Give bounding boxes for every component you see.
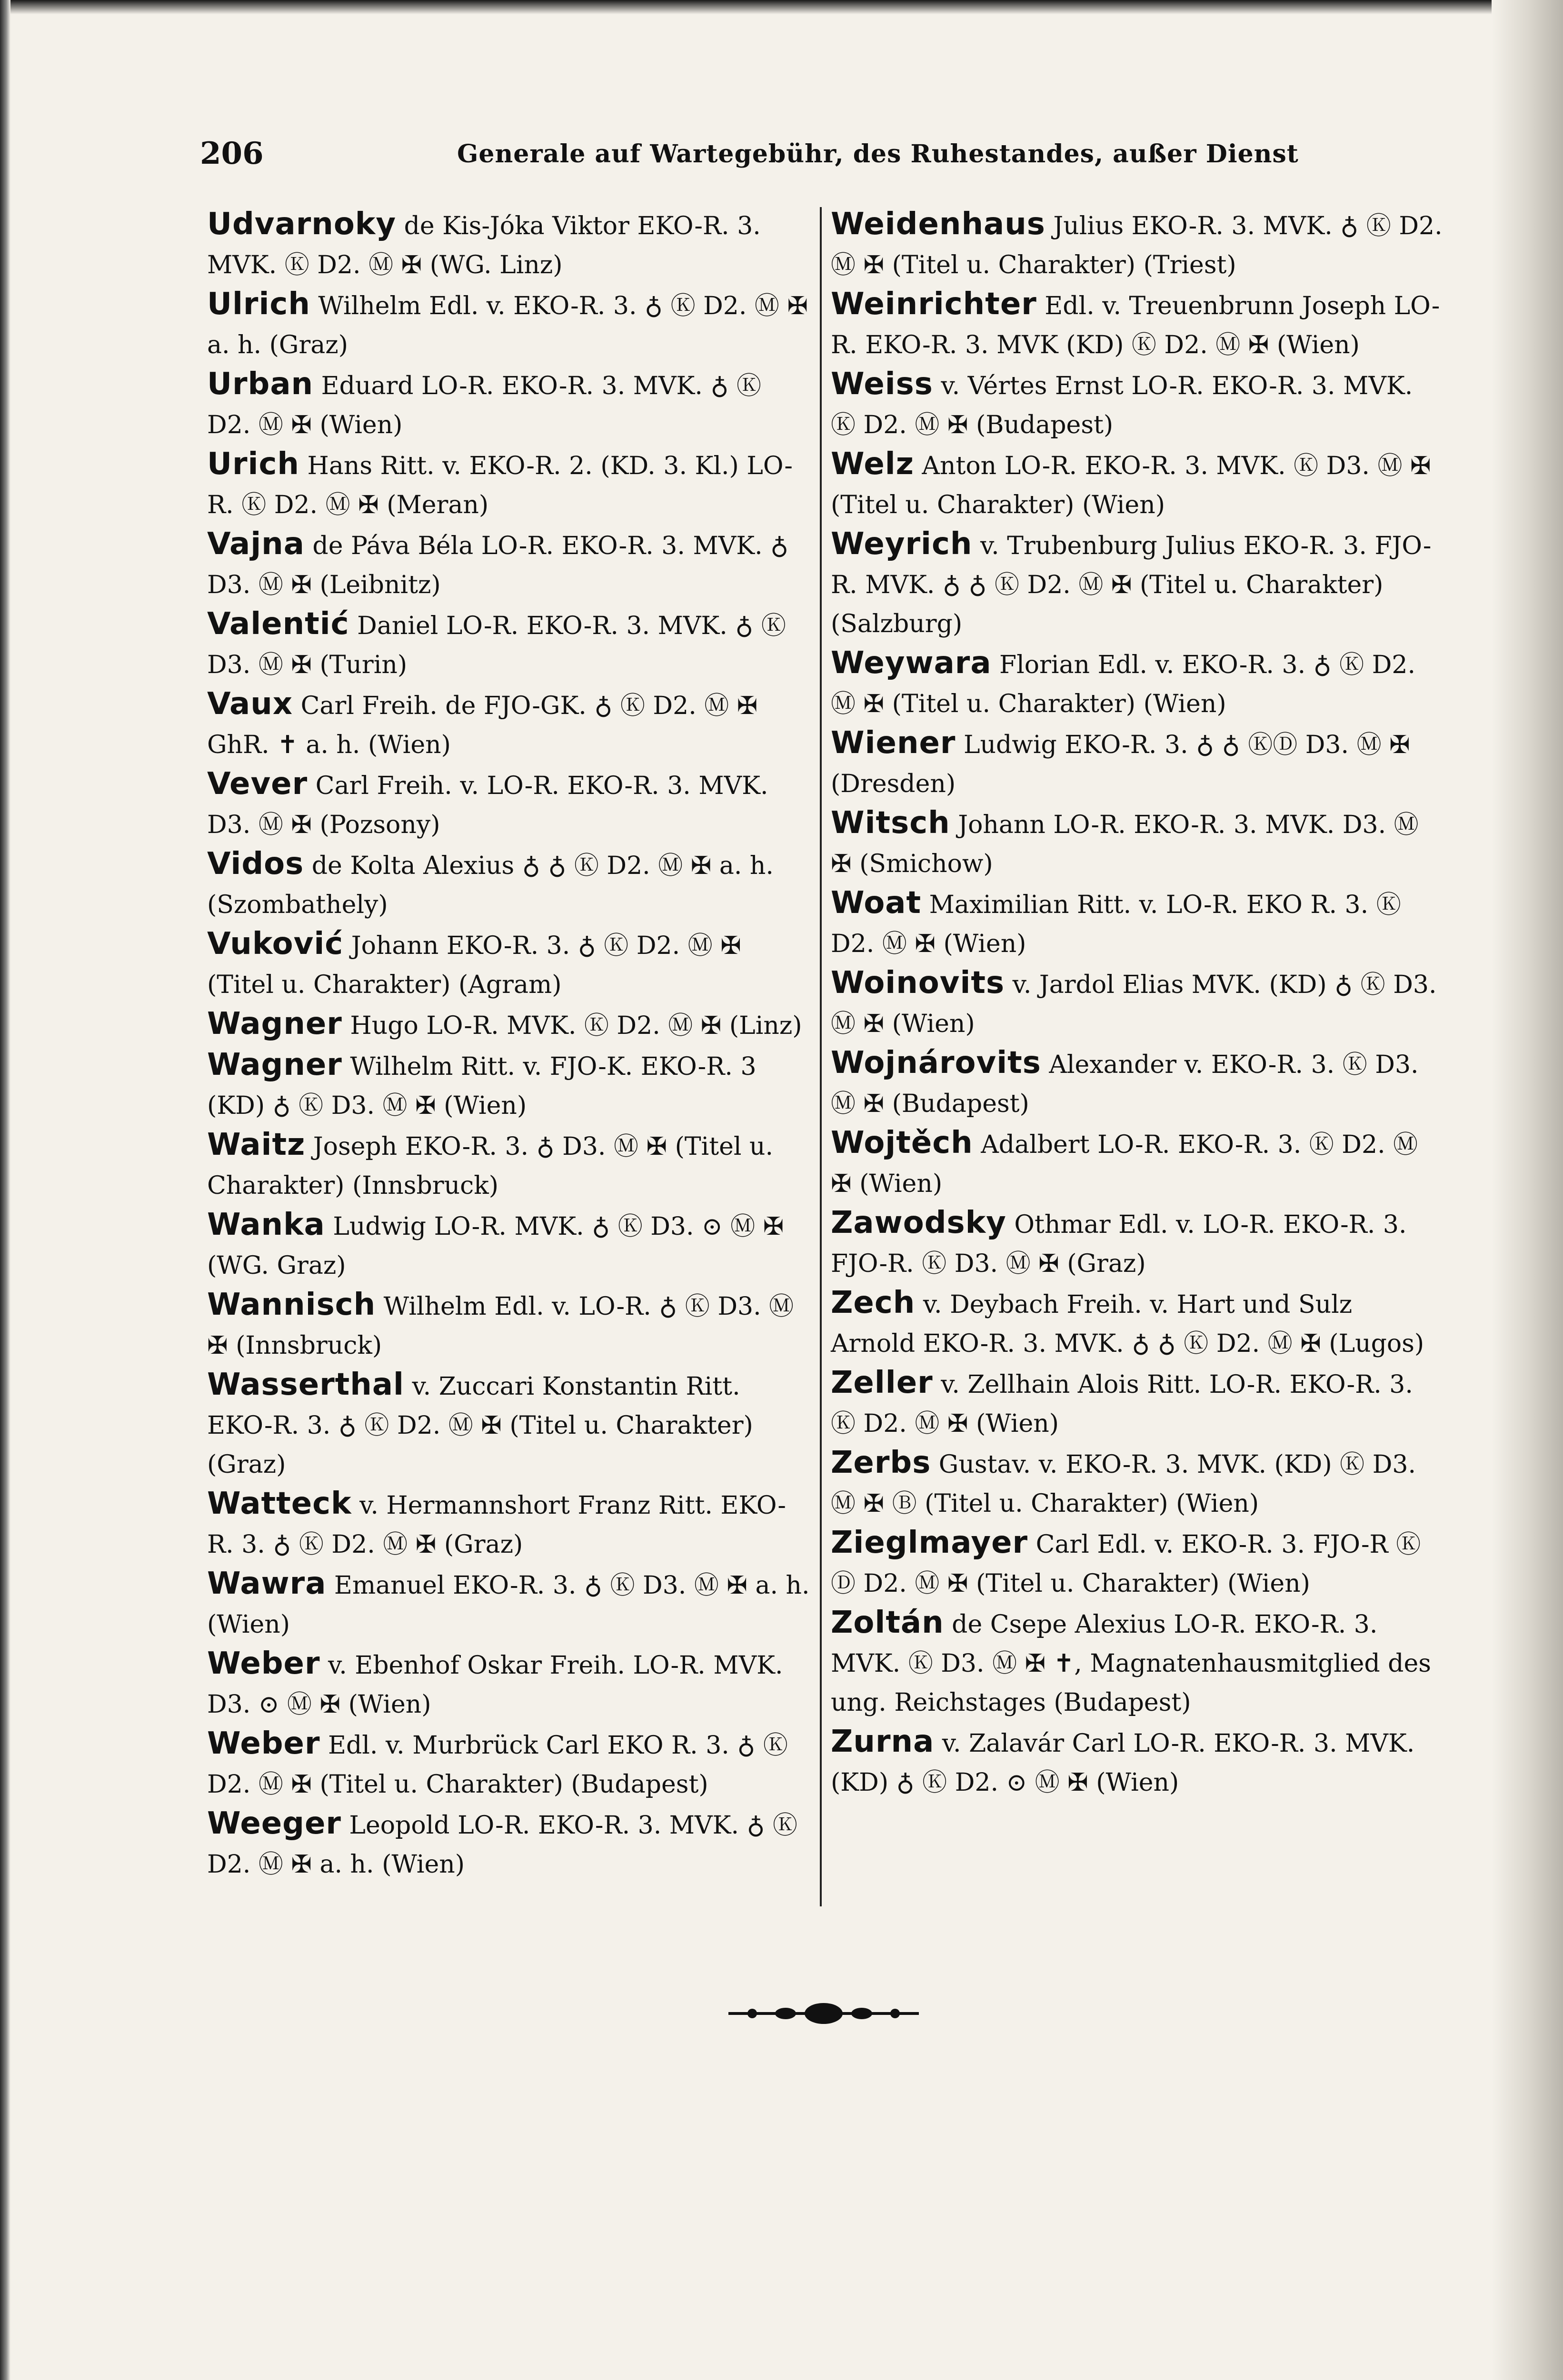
entry-surname: Welz <box>831 446 914 482</box>
entry-surname: Vajna <box>207 526 305 562</box>
entry-surname: Wiener <box>831 725 956 761</box>
entry-surname: Weber <box>207 1646 320 1681</box>
directory-entry <box>207 1205 812 1285</box>
directory-entry <box>207 1644 812 1724</box>
directory-entry <box>207 1125 812 1205</box>
entry-details: de Páva Béla LO-R. EKO-R. 3. MVK. ♁ D3. Ⓜ ✠ (Leibnitz) <box>207 532 789 599</box>
running-head: Generale auf Wartegebühr, des Ruhestandes, außer Dienst <box>457 139 1299 169</box>
entry-details: Ludwig LO-R. MVK. ♁ Ⓚ D3. ⊙ Ⓜ ✠ (WG. Graz) <box>207 1212 784 1280</box>
entry-surname: Weidenhaus <box>831 207 1045 242</box>
entry-details: Emanuel EKO-R. 3. ♁ Ⓚ D3. Ⓜ ✠ a. h. (Wien) <box>207 1571 810 1639</box>
entry-details: Johann LO-R. EKO-R. 3. MVK. D3. Ⓜ ✠ (Smichow) <box>831 811 1419 878</box>
directory-entry <box>831 724 1443 803</box>
entry-surname: Zerbs <box>831 1445 931 1480</box>
directory-entry <box>207 1365 812 1484</box>
entry-details: v. Vértes Ernst LO-R. EKO-R. 3. MVK. Ⓚ D2. Ⓜ ✠ (Budapest) <box>831 372 1413 439</box>
directory-entry <box>831 1283 1443 1363</box>
entry-details: Florian Edl. v. EKO-R. 3. ♁ Ⓚ D2. Ⓜ ✠ (Titel u. Charakter) (Wien) <box>831 651 1416 718</box>
entry-surname: Weyrich <box>831 526 973 562</box>
entry-details: Joseph EKO-R. 3. ♁ D3. Ⓜ ✠ (Titel u. Charakter) (Innsbruck) <box>207 1132 774 1200</box>
entry-details: Maximilian Ritt. v. LO-R. EKO R. 3. Ⓚ D2. Ⓜ ✠ (Wien) <box>831 891 1401 958</box>
entry-surname: Waitz <box>207 1127 306 1162</box>
scan-edge-right <box>1492 0 1563 2380</box>
directory-entry <box>207 1724 812 1804</box>
directory-entry <box>831 803 1443 883</box>
entry-details: v. Trubenburg Julius EKO-R. 3. FJO-R. MVK. ♁ ♁ Ⓚ D2. Ⓜ ✠ (Titel u. Charakter) (Salzburg) <box>831 532 1432 638</box>
directory-entry <box>207 1484 812 1564</box>
directory-entry <box>831 365 1443 445</box>
entry-surname: Wannisch <box>207 1287 376 1322</box>
directory-entry <box>207 1804 812 1884</box>
entry-details: v. Zuccari Konstantin Ritt. EKO-R. 3. ♁ Ⓚ D2. Ⓜ ✠ (Titel u. Charakter) (Graz) <box>207 1372 753 1479</box>
directory-entry <box>207 844 812 924</box>
entry-details: de Csepe Alexius LO-R. EKO-R. 3. MVK. Ⓚ D3. Ⓜ ✠ ✝, Magnatenhausmitglied des ung. Reichstages (Budapest) <box>831 1610 1431 1717</box>
directory-entry <box>831 883 1443 963</box>
directory-entry <box>831 1043 1443 1123</box>
directory-entry <box>831 1363 1443 1443</box>
directory-entry <box>207 1004 812 1045</box>
entry-details: Daniel LO-R. EKO-R. 3. MVK. ♁ Ⓚ D3. Ⓜ ✠ (Turin) <box>207 612 786 679</box>
entry-surname: Wawra <box>207 1566 327 1601</box>
entry-details: v. Zalavár Carl LO-R. EKO-R. 3. MVK. (KD) ♁ Ⓚ D2. ⊙ Ⓜ ✠ (Wien) <box>831 1729 1415 1797</box>
entry-surname: Weiss <box>831 367 933 402</box>
directory-entry <box>207 525 812 605</box>
entry-surname: Woat <box>831 885 922 921</box>
entry-surname: Weeger <box>207 1806 341 1841</box>
entry-details: Ludwig EKO-R. 3. ♁ ♁ ⓀⒹ D3. Ⓜ ✠ (Dresden) <box>831 731 1410 798</box>
directory-entry <box>207 445 812 525</box>
directory-entry <box>831 963 1443 1043</box>
entry-surname: Witsch <box>831 805 950 841</box>
directory-entry <box>207 1285 812 1365</box>
entry-details: Julius EKO-R. 3. MVK. ♁ Ⓚ D2. Ⓜ ✠ (Titel u. Charakter) (Triest) <box>831 212 1443 279</box>
directory-entry <box>207 605 812 684</box>
entry-details: Wilhelm Ritt. v. FJO-K. EKO-R. 3 (KD) ♁ Ⓚ D3. Ⓜ ✠ (Wien) <box>207 1052 757 1120</box>
entry-surname: Wagner <box>207 1047 342 1082</box>
entry-details: Eduard LO-R. EKO-R. 3. MVK. ♁ Ⓚ D2. Ⓜ ✠ (Wien) <box>207 372 761 439</box>
directory-entry <box>207 1564 812 1644</box>
entry-surname: Wanka <box>207 1207 325 1242</box>
entry-surname: Wojnárovits <box>831 1045 1041 1081</box>
ornament-divider <box>724 1999 924 2028</box>
directory-entry <box>831 1443 1443 1523</box>
directory-entry <box>207 684 812 764</box>
entry-surname: Woinovits <box>831 965 1005 1001</box>
page-header <box>200 136 1485 174</box>
entry-details: Johann EKO-R. 3. ♁ Ⓚ D2. Ⓜ ✠ (Titel u. Charakter) (Agram) <box>207 932 741 999</box>
entry-details: Edl. v. Murbrück Carl EKO R. 3. ♁ Ⓚ D2. Ⓜ ✠ (Titel u. Charakter) (Budapest) <box>207 1731 788 1799</box>
directory-entry <box>831 1603 1443 1722</box>
entry-surname: Wagner <box>207 1006 342 1041</box>
directory-entry <box>831 644 1443 724</box>
entry-details: v. Jardol Elias MVK. (KD) ♁ Ⓚ D3. Ⓜ ✠ (Wien) <box>831 971 1437 1038</box>
directory-entry <box>831 1203 1443 1283</box>
directory-entry <box>831 285 1443 365</box>
entry-details: Wilhelm Edl. v. EKO-R. 3. ♁ Ⓚ D2. Ⓜ ✠ a. h. (Graz) <box>207 292 808 359</box>
entry-details: de Kolta Alexius ♁ ♁ Ⓚ D2. Ⓜ ✠ a. h. (Szombathely) <box>207 852 774 919</box>
directory-entry <box>207 365 812 445</box>
entry-surname: Vuković <box>207 926 344 962</box>
entry-details: Carl Edl. v. EKO-R. 3. FJO-R Ⓚ Ⓓ D2. Ⓜ ✠ (Titel u. Charakter) (Wien) <box>831 1530 1421 1598</box>
entry-details: Alexander v. EKO-R. 3. Ⓚ D3. Ⓜ ✠ (Budapest) <box>831 1051 1419 1118</box>
entry-surname: Wojtěch <box>831 1125 973 1160</box>
directory-entry <box>831 525 1443 644</box>
entry-surname: Valentić <box>207 606 349 642</box>
entry-details: Leopold LO-R. EKO-R. 3. MVK. ♁ Ⓚ D2. Ⓜ ✠ a. h. (Wien) <box>207 1811 798 1879</box>
right-column <box>831 205 1443 1802</box>
entry-details: Anton LO-R. EKO-R. 3. MVK. Ⓚ D3. Ⓜ ✠ (Titel u. Charakter) (Wien) <box>831 452 1431 519</box>
entry-surname: Weinrichter <box>831 287 1037 322</box>
entry-surname: Zoltán <box>831 1605 944 1640</box>
scan-edge-left <box>0 0 10 2380</box>
entry-surname: Vever <box>207 766 308 802</box>
directory-entry <box>831 205 1443 285</box>
page-number: 206 <box>200 136 264 171</box>
entry-details: Hugo LO-R. MVK. Ⓚ D2. Ⓜ ✠ (Linz) <box>342 1012 802 1040</box>
entry-surname: Vidos <box>207 846 304 882</box>
entry-surname: Zieglmayer <box>831 1525 1028 1560</box>
entry-details: Wilhelm Edl. v. LO-R. ♁ Ⓚ D3. Ⓜ ✠ (Innsbruck) <box>207 1292 794 1360</box>
entry-surname: Zech <box>831 1285 916 1320</box>
entry-surname: Zeller <box>831 1365 933 1400</box>
directory-entry <box>831 445 1443 525</box>
directory-entry <box>207 924 812 1004</box>
directory-entry <box>207 205 812 285</box>
directory-entry <box>831 1722 1443 1802</box>
entry-details: Carl Freih. de FJO-GK. ♁ Ⓚ D2. Ⓜ ✠ GhR. ✝ a. h. (Wien) <box>207 692 758 759</box>
entry-details: Edl. v. Treuenbrunn Joseph LO-R. EKO-R. 3. MVK (KD) Ⓚ D2. Ⓜ ✠ (Wien) <box>831 292 1440 359</box>
entry-surname: Vaux <box>207 686 293 722</box>
directory-entry <box>207 764 812 844</box>
entry-details: Carl Freih. v. LO-R. EKO-R. 3. MVK. D3. Ⓜ ✠ (Pozsony) <box>207 772 768 839</box>
entry-surname: Zawodsky <box>831 1205 1006 1240</box>
entry-details: Hans Ritt. v. EKO-R. 2. (KD. 3. Kl.) LO-R. Ⓚ D2. Ⓜ ✠ (Meran) <box>207 452 793 519</box>
column-divider <box>820 207 822 1906</box>
entry-surname: Wasserthal <box>207 1367 404 1402</box>
entry-surname: Watteck <box>207 1486 352 1521</box>
left-column <box>207 205 812 1884</box>
directory-entry <box>831 1523 1443 1603</box>
entry-details: Adalbert LO-R. EKO-R. 3. Ⓚ D2. Ⓜ ✠ (Wien) <box>831 1130 1418 1198</box>
entry-surname: Zurna <box>831 1724 935 1759</box>
directory-entry <box>831 1123 1443 1203</box>
entry-details: Gustav. v. EKO-R. 3. MVK. (KD) Ⓚ D3. Ⓜ ✠ Ⓑ (Titel u. Charakter) (Wien) <box>831 1450 1416 1518</box>
directory-entry <box>207 1045 812 1125</box>
entry-details: de Kis-Jóka Viktor EKO-R. 3. MVK. Ⓚ D2. Ⓜ ✠ (WG. Linz) <box>207 212 761 279</box>
entry-surname: Udvarnoky <box>207 207 397 242</box>
entry-details: v. Ebenhof Oskar Freih. LO-R. MVK. D3. ⊙ Ⓜ ✠ (Wien) <box>207 1651 783 1719</box>
directory-entry <box>207 285 812 365</box>
entry-surname: Weber <box>207 1726 320 1761</box>
entry-surname: Weywara <box>831 645 992 681</box>
entry-details: Othmar Edl. v. LO-R. EKO-R. 3. FJO-R. Ⓚ D3. Ⓜ ✠ (Graz) <box>831 1210 1407 1278</box>
entry-details: v. Deybach Freih. v. Hart und Sulz Arnold EKO-R. 3. MVK. ♁ ♁ Ⓚ D2. Ⓜ ✠ (Lugos) <box>831 1290 1424 1358</box>
entry-details: v. Zellhain Alois Ritt. LO-R. EKO-R. 3. Ⓚ D2. Ⓜ ✠ (Wien) <box>831 1370 1413 1438</box>
entry-details: v. Hermannshort Franz Ritt. EKO-R. 3. ♁ Ⓚ D2. Ⓜ ✠ (Graz) <box>207 1491 786 1559</box>
entry-surname: Ulrich <box>207 287 310 322</box>
entry-surname: Urban <box>207 367 314 402</box>
entry-surname: Urich <box>207 446 299 482</box>
scan-edge-top <box>0 0 1563 14</box>
